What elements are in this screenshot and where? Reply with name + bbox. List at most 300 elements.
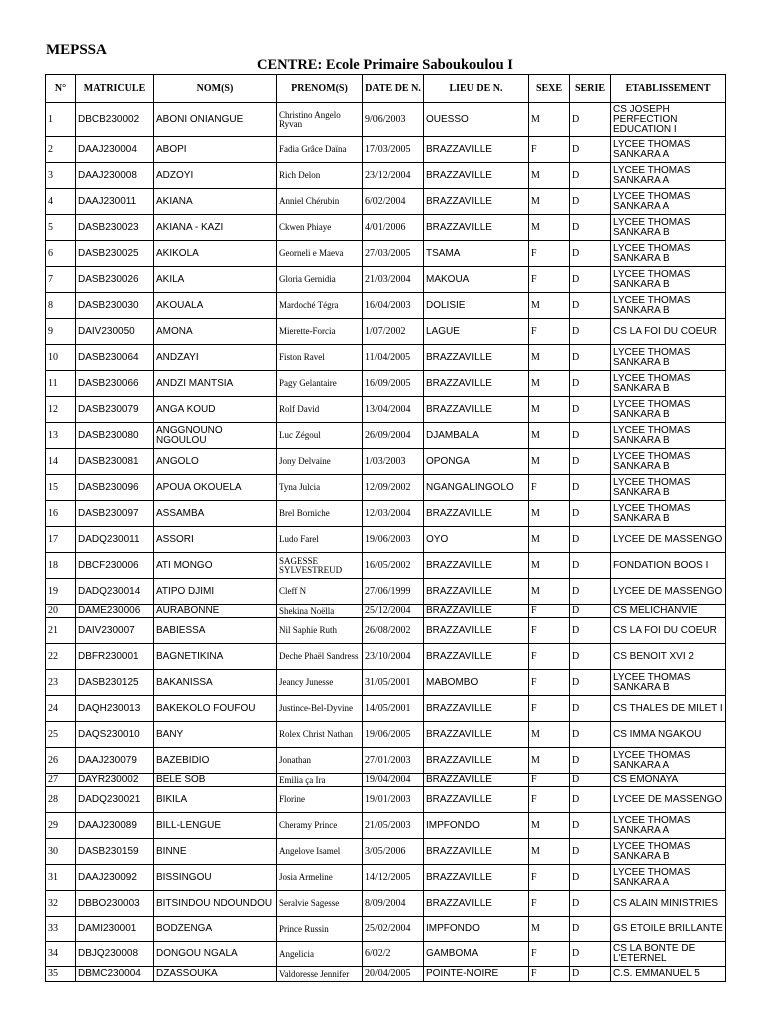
col-prenom-cell: SAGESSE SYLVESTREUD <box>277 553 363 579</box>
col-serie-cell: D <box>570 748 611 774</box>
col-serie-cell: D <box>570 527 611 553</box>
col-etablissement-cell: LYCEE THOMAS SANKARA B <box>611 215 726 241</box>
col-prenom-cell: Ckwen Phiaye <box>277 215 363 241</box>
col-nom-cell: ATIPO DJIMI <box>154 579 277 605</box>
header-col-sexe: SEXE <box>529 75 570 103</box>
col-date-cell: 19/04/2004 <box>363 774 424 787</box>
col-matricule-cell: DASB230030 <box>76 293 154 319</box>
col-nom-cell: BAKANISSA <box>154 670 277 696</box>
col-lieu-cell: BRAZZAVILLE <box>424 397 529 423</box>
header-col-num: N° <box>46 75 76 103</box>
col-serie-cell: D <box>570 774 611 787</box>
col-num-cell: 35 <box>46 967 76 982</box>
table-row <box>46 670 726 696</box>
table-row <box>46 942 726 967</box>
col-sexe-cell: M <box>529 839 570 865</box>
col-matricule-cell: DADQ230014 <box>76 579 154 605</box>
col-lieu-cell: BRAZZAVILLE <box>424 371 529 397</box>
col-serie-cell: D <box>570 397 611 423</box>
col-num-cell: 34 <box>46 942 76 967</box>
col-sexe-cell: F <box>529 942 570 967</box>
header-col-matricule: MATRICULE <box>76 75 154 103</box>
col-nom-cell: AKIANA - KAZI <box>154 215 277 241</box>
col-date-cell: 11/04/2005 <box>363 345 424 371</box>
col-nom-cell: ABOPI <box>154 137 277 163</box>
col-sexe-cell: F <box>529 267 570 293</box>
col-serie-cell: D <box>570 942 611 967</box>
col-sexe-cell: F <box>529 670 570 696</box>
col-etablissement-cell: CS THALES DE MILET I <box>611 696 726 722</box>
table-row <box>46 527 726 553</box>
table-row <box>46 345 726 371</box>
col-matricule-cell: DAME230006 <box>76 605 154 618</box>
col-sexe-cell: M <box>529 449 570 475</box>
col-date-cell: 21/05/2003 <box>363 813 424 839</box>
col-serie-cell: D <box>570 475 611 501</box>
col-serie-cell: D <box>570 449 611 475</box>
table-row <box>46 137 726 163</box>
col-date-cell: 4/01/2006 <box>363 215 424 241</box>
col-serie-cell: D <box>570 670 611 696</box>
col-lieu-cell: MAKOUA <box>424 267 529 293</box>
col-num-cell: 29 <box>46 813 76 839</box>
col-serie-cell: D <box>570 553 611 579</box>
table-row <box>46 371 726 397</box>
col-prenom-cell: Prince Russin <box>277 917 363 942</box>
col-matricule-cell: DBMC230004 <box>76 967 154 982</box>
table-row <box>46 722 726 748</box>
col-lieu-cell: OYO <box>424 527 529 553</box>
col-etablissement-cell: LYCEE THOMAS SANKARA B <box>611 241 726 267</box>
col-sexe-cell: M <box>529 553 570 579</box>
col-etablissement-cell: LYCEE THOMAS SANKARA B <box>611 449 726 475</box>
col-num-cell: 19 <box>46 579 76 605</box>
col-matricule-cell: DBFR230001 <box>76 644 154 670</box>
col-lieu-cell: BRAZZAVILLE <box>424 501 529 527</box>
col-prenom-cell: Brel Borniche <box>277 501 363 527</box>
col-serie-cell: D <box>570 371 611 397</box>
col-matricule-cell: DAAJ230008 <box>76 163 154 189</box>
col-sexe-cell: F <box>529 891 570 917</box>
col-serie-cell: D <box>570 423 611 449</box>
header-col-prenom: PRENOM(S) <box>277 75 363 103</box>
col-prenom-cell: Nil Saphie Ruth <box>277 618 363 644</box>
col-prenom-cell: Rolex Christ Nathan <box>277 722 363 748</box>
col-date-cell: 23/12/2004 <box>363 163 424 189</box>
col-serie-cell: D <box>570 163 611 189</box>
table-row <box>46 839 726 865</box>
col-sexe-cell: F <box>529 137 570 163</box>
col-date-cell: 19/06/2005 <box>363 722 424 748</box>
col-prenom-cell: Rich Delon <box>277 163 363 189</box>
col-nom-cell: ANDZI MANTSIA <box>154 371 277 397</box>
col-date-cell: 6/02/2 <box>363 942 424 967</box>
col-matricule-cell: DASB230097 <box>76 501 154 527</box>
col-nom-cell: BAGNETIKINA <box>154 644 277 670</box>
table-row <box>46 644 726 670</box>
col-sexe-cell: M <box>529 371 570 397</box>
col-etablissement-cell: LYCEE THOMAS SANKARA B <box>611 839 726 865</box>
col-etablissement-cell: CS ALAIN MINISTRIES <box>611 891 726 917</box>
table-row <box>46 319 726 345</box>
col-matricule-cell: DASB230066 <box>76 371 154 397</box>
col-nom-cell: ASSORI <box>154 527 277 553</box>
col-etablissement-cell: LYCEE DE MASSENGO <box>611 579 726 605</box>
col-sexe-cell: F <box>529 644 570 670</box>
col-date-cell: 8/09/2004 <box>363 891 424 917</box>
col-nom-cell: DONGOU NGALA <box>154 942 277 967</box>
col-prenom-cell: Angelicia <box>277 942 363 967</box>
col-date-cell: 25/02/2004 <box>363 917 424 942</box>
table-row <box>46 449 726 475</box>
col-num-cell: 30 <box>46 839 76 865</box>
col-prenom-cell: Jony Delvaine <box>277 449 363 475</box>
col-etablissement-cell: LYCEE THOMAS SANKARA B <box>611 267 726 293</box>
col-prenom-cell: Josia Armeline <box>277 865 363 891</box>
col-nom-cell: BABIESSA <box>154 618 277 644</box>
col-prenom-cell: Justince-Bel-Dyvine <box>277 696 363 722</box>
col-num-cell: 22 <box>46 644 76 670</box>
col-sexe-cell: F <box>529 475 570 501</box>
col-serie-cell: D <box>570 501 611 527</box>
col-prenom-cell: Christino Angelo Ryvan <box>277 103 363 137</box>
col-sexe-cell: M <box>529 293 570 319</box>
col-nom-cell: ANGGNOUNO NGOULOU <box>154 423 277 449</box>
col-matricule-cell: DAAJ230079 <box>76 748 154 774</box>
centre-title: CENTRE: Ecole Primaire Saboukoulou I <box>257 57 513 73</box>
col-matricule-cell: DASB230026 <box>76 267 154 293</box>
col-matricule-cell: DASB230159 <box>76 839 154 865</box>
col-serie-cell: D <box>570 644 611 670</box>
table-row <box>46 163 726 189</box>
header-col-etablissement: ETABLISSEMENT <box>611 75 726 103</box>
col-sexe-cell: F <box>529 241 570 267</box>
table-row <box>46 397 726 423</box>
col-matricule-cell: DAIV230007 <box>76 618 154 644</box>
col-prenom-cell: Cheramy Prince <box>277 813 363 839</box>
col-matricule-cell: DAQS230010 <box>76 722 154 748</box>
col-num-cell: 5 <box>46 215 76 241</box>
col-nom-cell: APOUA OKOUELA <box>154 475 277 501</box>
col-lieu-cell: BRAZZAVILLE <box>424 579 529 605</box>
col-num-cell: 12 <box>46 397 76 423</box>
table-row <box>46 501 726 527</box>
col-etablissement-cell: CS MELICHANVIE <box>611 605 726 618</box>
col-etablissement-cell: GS ETOILE BRILLANTE <box>611 917 726 942</box>
col-etablissement-cell: LYCEE DE MASSENGO <box>611 527 726 553</box>
col-prenom-cell: Anniel Chérubin <box>277 189 363 215</box>
table-row <box>46 967 726 982</box>
header-col-serie: SERIE <box>570 75 611 103</box>
col-lieu-cell: IMPFONDO <box>424 813 529 839</box>
col-serie-cell: D <box>570 891 611 917</box>
col-etablissement-cell: FONDATION BOOS I <box>611 553 726 579</box>
col-date-cell: 23/10/2004 <box>363 644 424 670</box>
col-matricule-cell: DAAJ230092 <box>76 865 154 891</box>
col-prenom-cell: Emilia ça Ira <box>277 774 363 787</box>
col-nom-cell: BITSINDOU NDOUNDOU <box>154 891 277 917</box>
col-serie-cell: D <box>570 605 611 618</box>
col-num-cell: 28 <box>46 787 76 813</box>
col-sexe-cell: M <box>529 722 570 748</box>
col-prenom-cell: Seralvie Sagesse <box>277 891 363 917</box>
col-sexe-cell: F <box>529 967 570 982</box>
col-etablissement-cell: LYCEE THOMAS SANKARA A <box>611 865 726 891</box>
col-lieu-cell: BRAZZAVILLE <box>424 189 529 215</box>
table-row <box>46 787 726 813</box>
col-etablissement-cell: LYCEE THOMAS SANKARA B <box>611 293 726 319</box>
col-nom-cell: BINNE <box>154 839 277 865</box>
col-matricule-cell: DASB230064 <box>76 345 154 371</box>
col-nom-cell: ANGA KOUD <box>154 397 277 423</box>
col-num-cell: 26 <box>46 748 76 774</box>
col-date-cell: 19/01/2003 <box>363 787 424 813</box>
col-date-cell: 14/12/2005 <box>363 865 424 891</box>
col-lieu-cell: BRAZZAVILLE <box>424 748 529 774</box>
col-lieu-cell: BRAZZAVILLE <box>424 605 529 618</box>
table-row <box>46 241 726 267</box>
col-prenom-cell: Valdoresse Jennifer <box>277 967 363 982</box>
col-lieu-cell: BRAZZAVILLE <box>424 722 529 748</box>
col-nom-cell: AURABONNE <box>154 605 277 618</box>
col-lieu-cell: BRAZZAVILLE <box>424 865 529 891</box>
table-row <box>46 605 726 618</box>
col-matricule-cell: DAAJ230011 <box>76 189 154 215</box>
col-num-cell: 21 <box>46 618 76 644</box>
header-col-date: DATE DE N. <box>363 75 424 103</box>
col-lieu-cell: DJAMBALA <box>424 423 529 449</box>
col-serie-cell: D <box>570 839 611 865</box>
col-serie-cell: D <box>570 865 611 891</box>
col-num-cell: 8 <box>46 293 76 319</box>
col-sexe-cell: M <box>529 397 570 423</box>
col-sexe-cell: M <box>529 501 570 527</box>
col-etablissement-cell: LYCEE THOMAS SANKARA B <box>611 371 726 397</box>
col-prenom-cell: Cleff N <box>277 579 363 605</box>
col-nom-cell: BANY <box>154 722 277 748</box>
col-lieu-cell: IMPFONDO <box>424 917 529 942</box>
col-sexe-cell: M <box>529 103 570 137</box>
col-serie-cell: D <box>570 722 611 748</box>
col-prenom-cell: Ludo Farel <box>277 527 363 553</box>
col-etablissement-cell: LYCEE THOMAS SANKARA B <box>611 397 726 423</box>
col-num-cell: 1 <box>46 103 76 137</box>
col-matricule-cell: DAIV230050 <box>76 319 154 345</box>
table-header-row <box>46 75 726 103</box>
col-sexe-cell: F <box>529 787 570 813</box>
col-num-cell: 3 <box>46 163 76 189</box>
col-date-cell: 1/03/2003 <box>363 449 424 475</box>
col-serie-cell: D <box>570 215 611 241</box>
col-matricule-cell: DBBO230003 <box>76 891 154 917</box>
col-lieu-cell: GAMBOMA <box>424 942 529 967</box>
col-etablissement-cell: LYCEE THOMAS SANKARA B <box>611 670 726 696</box>
header-col-lieu: LIEU DE N. <box>424 75 529 103</box>
col-lieu-cell: BRAZZAVILLE <box>424 774 529 787</box>
col-prenom-cell: Angelove Isamel <box>277 839 363 865</box>
col-lieu-cell: BRAZZAVILLE <box>424 891 529 917</box>
col-lieu-cell: BRAZZAVILLE <box>424 163 529 189</box>
col-matricule-cell: DASB230081 <box>76 449 154 475</box>
col-matricule-cell: DASB230025 <box>76 241 154 267</box>
col-num-cell: 23 <box>46 670 76 696</box>
col-prenom-cell: Gloria Gernidia <box>277 267 363 293</box>
table-row <box>46 293 726 319</box>
col-lieu-cell: BRAZZAVILLE <box>424 696 529 722</box>
col-etablissement-cell: LYCEE THOMAS SANKARA A <box>611 189 726 215</box>
col-prenom-cell: Mardoché Tégra <box>277 293 363 319</box>
col-sexe-cell: M <box>529 579 570 605</box>
col-sexe-cell: F <box>529 605 570 618</box>
col-prenom-cell: Tyna Julcia <box>277 475 363 501</box>
col-sexe-cell: F <box>529 618 570 644</box>
col-matricule-cell: DASB230125 <box>76 670 154 696</box>
col-num-cell: 31 <box>46 865 76 891</box>
col-date-cell: 16/05/2002 <box>363 553 424 579</box>
table-row <box>46 423 726 449</box>
col-etablissement-cell: LYCEE THOMAS SANKARA B <box>611 423 726 449</box>
col-date-cell: 9/06/2003 <box>363 103 424 137</box>
col-sexe-cell: M <box>529 163 570 189</box>
col-num-cell: 20 <box>46 605 76 618</box>
col-etablissement-cell: CS EMONAYA <box>611 774 726 787</box>
col-num-cell: 14 <box>46 449 76 475</box>
col-nom-cell: BAZEBIDIO <box>154 748 277 774</box>
col-date-cell: 26/08/2002 <box>363 618 424 644</box>
col-date-cell: 13/04/2004 <box>363 397 424 423</box>
col-nom-cell: BILL-LENGUE <box>154 813 277 839</box>
col-etablissement-cell: CS IMMA NGAKOU <box>611 722 726 748</box>
col-prenom-cell: Jeancy Junesse <box>277 670 363 696</box>
col-etablissement-cell: CS LA BONTE DE L'ETERNEL <box>611 942 726 967</box>
col-etablissement-cell: LYCEE THOMAS SANKARA A <box>611 137 726 163</box>
col-lieu-cell: BRAZZAVILLE <box>424 787 529 813</box>
col-serie-cell: D <box>570 813 611 839</box>
col-num-cell: 18 <box>46 553 76 579</box>
table-row <box>46 267 726 293</box>
col-lieu-cell: BRAZZAVILLE <box>424 618 529 644</box>
col-lieu-cell: MABOMBO <box>424 670 529 696</box>
col-matricule-cell: DBCB230002 <box>76 103 154 137</box>
col-date-cell: 16/09/2005 <box>363 371 424 397</box>
col-matricule-cell: DASB230079 <box>76 397 154 423</box>
col-num-cell: 27 <box>46 774 76 787</box>
col-serie-cell: D <box>570 241 611 267</box>
col-nom-cell: BIKILA <box>154 787 277 813</box>
col-date-cell: 6/02/2004 <box>363 189 424 215</box>
col-serie-cell: D <box>570 917 611 942</box>
col-etablissement-cell: CS JOSEPH PERFECTION EDUCATION I <box>611 103 726 137</box>
candidates-table <box>45 74 726 982</box>
table-row <box>46 189 726 215</box>
col-serie-cell: D <box>570 618 611 644</box>
table-row <box>46 618 726 644</box>
col-prenom-cell: Shekina Noëlla <box>277 605 363 618</box>
table-row <box>46 865 726 891</box>
col-prenom-cell: Fadia Grâce Daïna <box>277 137 363 163</box>
col-date-cell: 27/03/2005 <box>363 241 424 267</box>
table-row <box>46 475 726 501</box>
col-num-cell: 17 <box>46 527 76 553</box>
col-sexe-cell: F <box>529 774 570 787</box>
table-row <box>46 579 726 605</box>
col-date-cell: 20/04/2005 <box>363 967 424 982</box>
col-serie-cell: D <box>570 267 611 293</box>
col-lieu-cell: DOLISIE <box>424 293 529 319</box>
col-nom-cell: BISSINGOU <box>154 865 277 891</box>
col-matricule-cell: DADQ230021 <box>76 787 154 813</box>
col-prenom-cell: Fiston Ravel <box>277 345 363 371</box>
col-date-cell: 12/03/2004 <box>363 501 424 527</box>
col-num-cell: 2 <box>46 137 76 163</box>
col-date-cell: 16/04/2003 <box>363 293 424 319</box>
col-nom-cell: ADZOYI <box>154 163 277 189</box>
col-etablissement-cell: LYCEE THOMAS SANKARA B <box>611 345 726 371</box>
col-date-cell: 12/09/2002 <box>363 475 424 501</box>
col-prenom-cell: Deche Phaël Sandress <box>277 644 363 670</box>
col-date-cell: 25/12/2004 <box>363 605 424 618</box>
col-sexe-cell: M <box>529 527 570 553</box>
col-num-cell: 6 <box>46 241 76 267</box>
col-sexe-cell: F <box>529 319 570 345</box>
col-date-cell: 3/05/2006 <box>363 839 424 865</box>
col-matricule-cell: DASB230096 <box>76 475 154 501</box>
col-nom-cell: ANGOLO <box>154 449 277 475</box>
col-date-cell: 17/03/2005 <box>363 137 424 163</box>
table-row <box>46 813 726 839</box>
col-prenom-cell: Luc Zégoul <box>277 423 363 449</box>
col-nom-cell: ANDZAYI <box>154 345 277 371</box>
col-lieu-cell: BRAZZAVILLE <box>424 215 529 241</box>
col-lieu-cell: POINTE-NOIRE <box>424 967 529 982</box>
col-num-cell: 24 <box>46 696 76 722</box>
col-nom-cell: AKIANA <box>154 189 277 215</box>
col-prenom-cell: Mierette-Forcia <box>277 319 363 345</box>
col-num-cell: 4 <box>46 189 76 215</box>
col-nom-cell: AKOUALA <box>154 293 277 319</box>
col-lieu-cell: BRAZZAVILLE <box>424 345 529 371</box>
table-row <box>46 891 726 917</box>
col-num-cell: 10 <box>46 345 76 371</box>
col-serie-cell: D <box>570 696 611 722</box>
col-lieu-cell: NGANGALINGOLO <box>424 475 529 501</box>
col-sexe-cell: M <box>529 345 570 371</box>
col-sexe-cell: M <box>529 423 570 449</box>
col-serie-cell: D <box>570 137 611 163</box>
col-date-cell: 14/05/2001 <box>363 696 424 722</box>
table-row <box>46 774 726 787</box>
col-prenom-cell: Jonathan <box>277 748 363 774</box>
table-row <box>46 103 726 137</box>
col-matricule-cell: DAAJ230004 <box>76 137 154 163</box>
col-lieu-cell: BRAZZAVILLE <box>424 137 529 163</box>
col-matricule-cell: DADQ230011 <box>76 527 154 553</box>
col-nom-cell: ATI MONGO <box>154 553 277 579</box>
col-nom-cell: AKIKOLA <box>154 241 277 267</box>
table-row <box>46 215 726 241</box>
table-row <box>46 917 726 942</box>
col-num-cell: 15 <box>46 475 76 501</box>
col-date-cell: 27/06/1999 <box>363 579 424 605</box>
col-serie-cell: D <box>570 967 611 982</box>
col-serie-cell: D <box>570 345 611 371</box>
organization-title: MEPSSA <box>46 42 107 58</box>
col-serie-cell: D <box>570 189 611 215</box>
col-nom-cell: DZASSOUKA <box>154 967 277 982</box>
col-etablissement-cell: CS BENOIT XVI 2 <box>611 644 726 670</box>
col-matricule-cell: DBJQ230008 <box>76 942 154 967</box>
col-date-cell: 26/09/2004 <box>363 423 424 449</box>
